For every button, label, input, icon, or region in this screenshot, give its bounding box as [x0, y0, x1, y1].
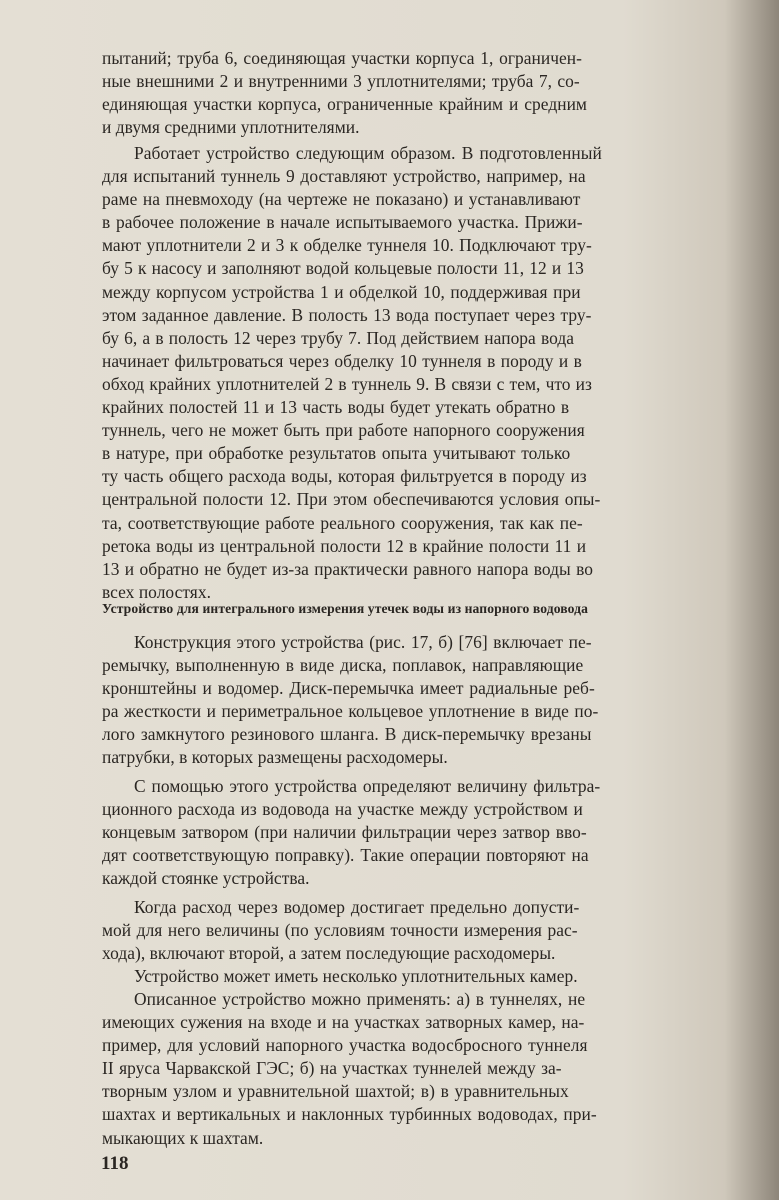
text-line: мают уплотнители 2 и 3 к обделке туннеля 10. Подключают тру-	[102, 235, 592, 256]
text-line: всех полостях.	[102, 581, 211, 602]
paragraph-application	[102, 988, 769, 1150]
text-line: шахтах и вертикальных и наклонных турбинных водоводах, при-	[102, 1104, 597, 1125]
text-line: крайних полостей 11 и 13 часть воды будет утекать обратно в	[102, 397, 570, 418]
text-line: каждой стоянке устройства.	[102, 868, 310, 889]
text-line: ту часть общего расхода воды, которая фильтруется в породу из	[102, 466, 587, 487]
text-line: пример, для условий напорного участка водосбросного туннеля	[102, 1035, 588, 1056]
text-line: обход крайних уплотнителей 2 в туннель 9. В связи с тем, что из	[102, 373, 592, 394]
text-line: лого замкнутого резинового шланга. В диск-перемычку врезаны	[102, 724, 592, 745]
paragraph-continuation	[102, 47, 769, 139]
text-line: патрубки, в которых размещены расходомеры.	[102, 747, 448, 768]
text-line: 13 и обратно не будет из-за практически равного напора воды во	[102, 558, 593, 579]
text-line: II яруса Чарвакской ГЭС; б) на участках туннелей между за-	[102, 1058, 562, 1079]
text-line: мыкающих к шахтам.	[102, 1127, 264, 1148]
text-line: ремычку, выполненную в виде диска, поплавок, направляющие	[102, 655, 584, 676]
text-line: Конструкция этого устройства (рис. 17, б) [76] включает пе-	[134, 632, 592, 652]
text-line: туннель, чего не может быть при работе напорного сооружения	[102, 420, 585, 441]
text-line: ра жесткости и периметральное кольцевое уплотнение в виде по-	[102, 701, 599, 722]
text-line: та, соответствующие работе реального сооружения, так как пе-	[102, 512, 583, 533]
text-line: Когда расход через водомер достигает предельно допусти-	[134, 897, 580, 917]
text-line: концевым затвором (при наличии фильтрации через затвор вво-	[102, 822, 587, 843]
text-line: хода), включают второй, а затем последующие расходомеры.	[102, 943, 556, 964]
text-line: ционного расхода из водовода на участке между устройством и	[102, 799, 583, 820]
text-line: творным узлом и уравнительной шахтой; в) в уравнительных	[102, 1081, 569, 1102]
paragraph-chambers	[102, 965, 769, 988]
paragraph-flow-limit	[102, 896, 769, 965]
text-line: Работает устройство следующим образом. В подготовленный	[134, 143, 602, 163]
text-line: ные внешними 2 и внутренними 3 уплотнителями; труба 7, со-	[102, 71, 580, 92]
paragraph-construction	[102, 631, 769, 770]
text-line: имеющих сужения на входе и на участках затворных камер, на-	[102, 1012, 585, 1033]
text-line: в рабочее положение в начале испытываемого участка. Прижи-	[102, 212, 583, 233]
page-number: 118	[101, 1153, 129, 1174]
text-line: ретока воды из центральной полости 12 в крайние полости 11 и	[102, 535, 587, 556]
text-line: раме на пневмоходу (на чертеже не показано) и устанавливают	[102, 189, 581, 210]
section-heading: Устройство для интегрального измерения утечек воды из напорного водовода	[102, 601, 589, 616]
text-line: и двумя средними уплотнителями.	[102, 117, 360, 138]
text-line: для испытаний туннель 9 доставляют устройство, например, на	[102, 166, 586, 187]
text-line: бу 6, а в полость 12 через трубу 7. Под действием напора вода	[102, 327, 575, 348]
text-line: единяющая участки корпуса, ограниченные крайним и средним	[102, 94, 587, 115]
text-line: кронштейны и водомер. Диск-перемычка имеет радиальные реб-	[102, 678, 595, 699]
paragraph-measurement	[102, 775, 769, 890]
text-line: между корпусом устройства 1 и обделкой 10, поддерживая при	[102, 281, 581, 302]
text-line: центральной полости 12. При этом обеспечиваются условия опы-	[102, 489, 601, 510]
text-line: Описанное устройство можно применять: а) в туннелях, не	[134, 989, 586, 1009]
text-line: дят соответствующую поправку). Такие операции повторяют на	[102, 845, 589, 866]
paragraph-operation	[102, 142, 769, 604]
text-line: мой для него величины (по условиям точности измерения рас-	[102, 920, 578, 941]
text-line: Устройство может иметь несколько уплотнительных камер.	[134, 966, 578, 986]
text-line: этом заданное давление. В полость 13 вода поступает через тру-	[102, 304, 592, 325]
text-line: С помощью этого устройства определяют величину фильтра-	[134, 776, 601, 796]
text-line: в натуре, при обработке результатов опыта учитывают только	[102, 443, 571, 464]
text-line: начинает фильтроваться через обделку 10 туннеля в породу и в	[102, 350, 582, 371]
text-line: пытаний; труба 6, соединяющая участки корпуса 1, ограничен-	[102, 48, 582, 68]
text-line: бу 5 к насосу и заполняют водой кольцевые полости 11, 12 и 13	[102, 258, 584, 279]
